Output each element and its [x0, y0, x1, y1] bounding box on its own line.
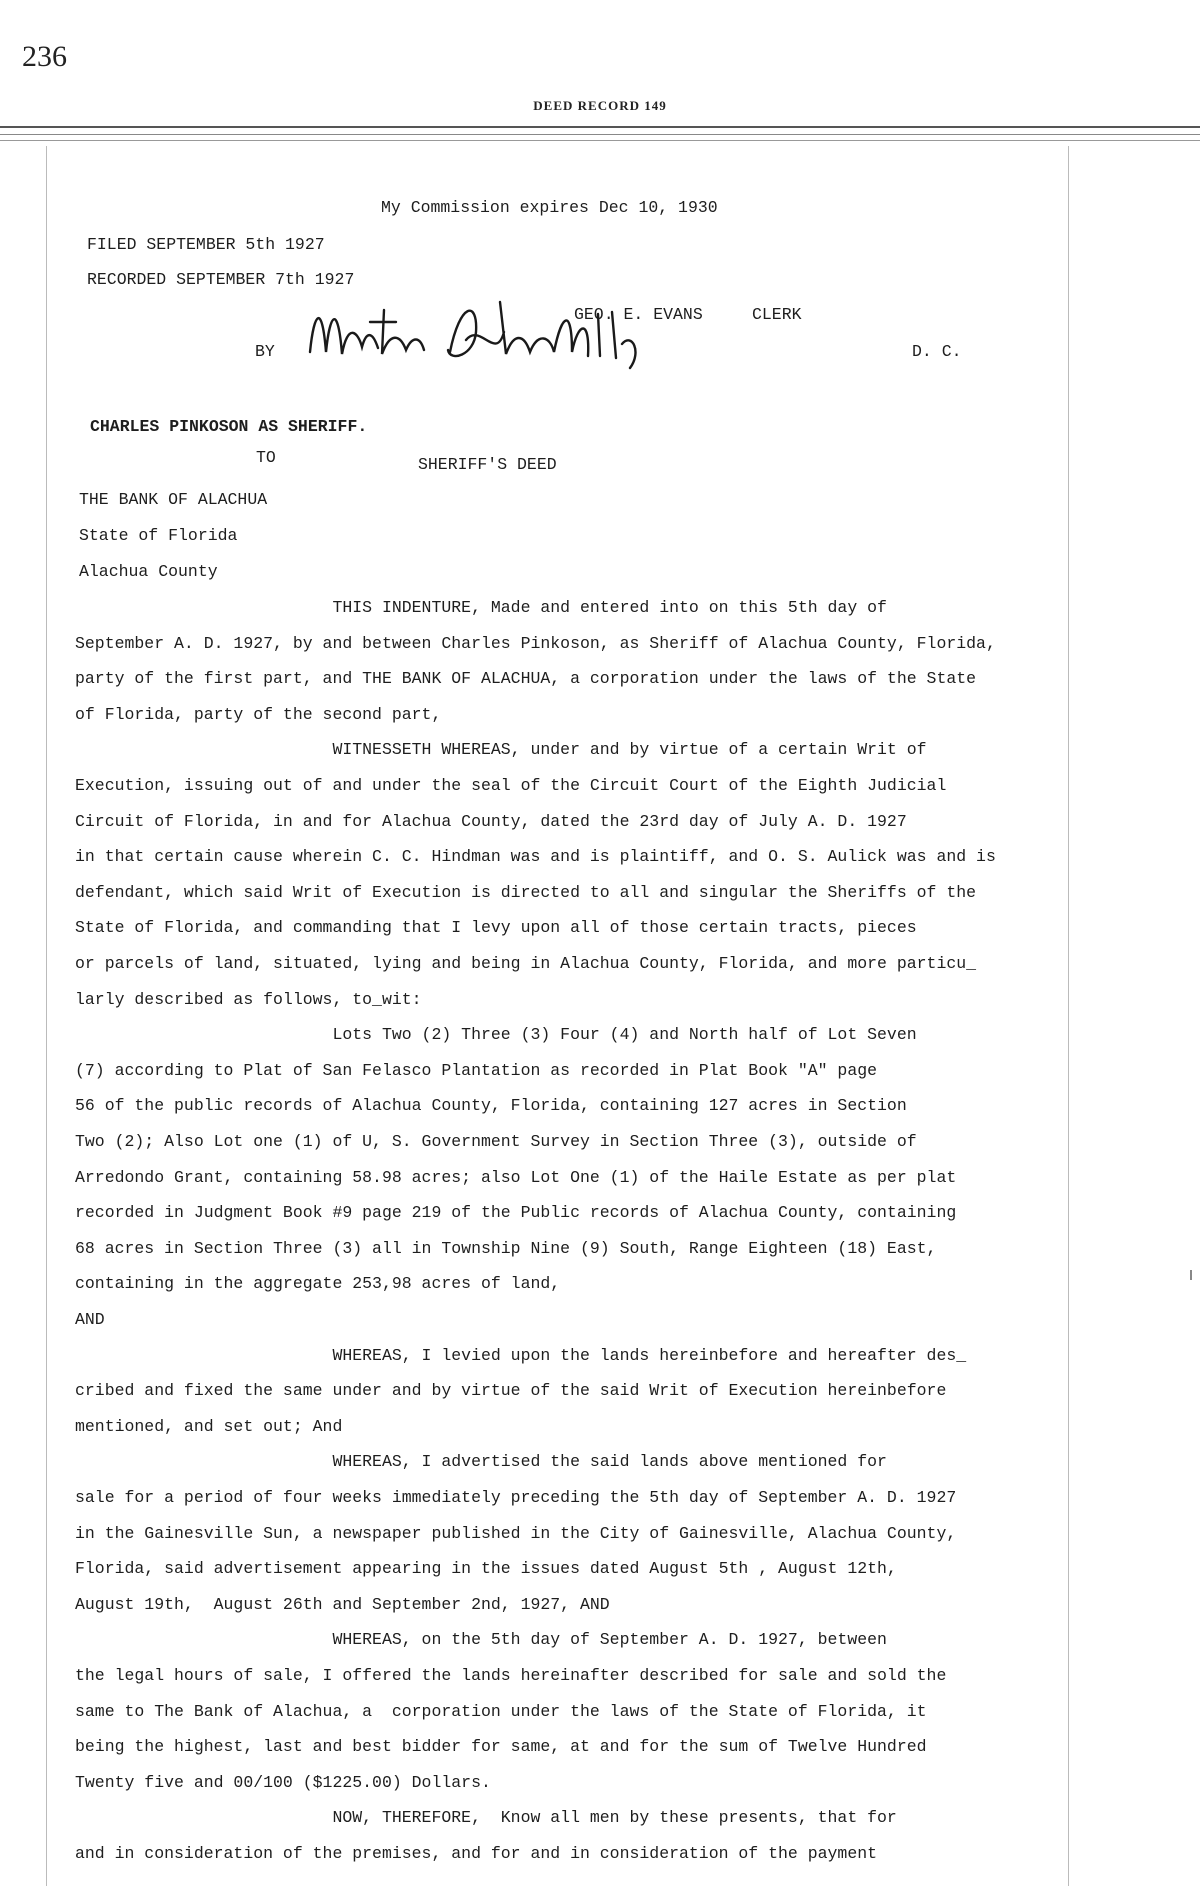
deed-line: cribed and fixed the same under and by virtue of the said Writ of Execution hereinbefore	[75, 1381, 947, 1401]
by-label: BY	[255, 342, 275, 361]
commission-line: My Commission expires Dec 10, 1930	[381, 198, 718, 217]
page-number: 236	[22, 40, 67, 73]
record-title: DEED RECORD 149	[533, 98, 667, 113]
header-rule-thin	[0, 140, 1200, 141]
deed-line: in that certain cause wherein C. C. Hindman was and is plaintiff, and O. S. Aulick was and is	[75, 847, 996, 867]
deed-line: Lots Two (2) Three (3) Four (4) and North half of Lot Seven	[75, 1025, 917, 1045]
deed-line: the legal hours of sale, I offered the lands hereinafter described for sale and sold the	[75, 1666, 947, 1685]
deed-line: September A. D. 1927, by and between Charles Pinkoson, as Sheriff of Alachua County, Florida,	[75, 633, 996, 653]
deed-line: 68 acres in Section Three (3) all in Township Nine (9) South, Range Eighteen (18) East,	[75, 1238, 937, 1258]
deed-line: NOW, THEREFORE, Know all men by these presents, that for	[75, 1808, 897, 1828]
header-rule	[0, 126, 1200, 128]
deed-line: WHEREAS, I levied upon the lands hereinbefore and hereafter des_	[75, 1345, 967, 1365]
grantor: CHARLES PINKOSON AS SHERIFF.	[90, 417, 368, 436]
deed-line: of Florida, party of the second part,	[75, 704, 442, 724]
filed-line: FILED SEPTEMBER 5th 1927	[87, 235, 325, 254]
left-margin-rule	[46, 146, 47, 1886]
deed-line: WITNESSETH WHEREAS, under and by virtue of a certain Writ of	[75, 740, 927, 760]
deed-line: August 19th, August 26th and September 2nd, 1927, AND	[75, 1594, 610, 1614]
deed-line: defendant, which said Writ of Execution is directed to all and singular the Sheriffs of the	[75, 882, 977, 902]
deputy-clerk-label: D. C.	[912, 342, 962, 361]
deed-title: SHERIFF'S DEED	[418, 455, 557, 474]
deed-line: Two (2); Also Lot one (1) of U, S. Government Survey in Section Three (3), outside of	[75, 1132, 917, 1151]
deed-line: Florida, said advertisement appearing in the issues dated August 5th , August 12th,	[75, 1559, 897, 1579]
deed-line: in the Gainesville Sun, a newspaper published in the City of Gainesville, Alachua County,	[75, 1523, 957, 1543]
deed-line: State of Florida, and commanding that I levy upon all of those certain tracts, pieces	[75, 918, 917, 938]
deed-line: Circuit of Florida, in and for Alachua County, dated the 23rd day of July A. D. 1927	[75, 811, 907, 831]
to-label: TO	[256, 448, 276, 467]
deed-line: (7) according to Plat of San Felasco Plantation as recorded in Plat Book "A" page	[75, 1060, 878, 1080]
deed-line: Execution, issuing out of and under the seal of the Circuit Court of the Eighth Judicial	[75, 776, 947, 795]
deed-line: 56 of the public records of Alachua County, Florida, containing 127 acres in Section	[75, 1096, 907, 1116]
deed-line: Twenty five and 00/100 ($1225.00) Dollars.	[75, 1772, 491, 1792]
deed-line: being the highest, last and best bidder for same, at and for the sum of Twelve Hundred	[75, 1737, 927, 1757]
clerk-name: GEO. E. EVANS	[574, 305, 703, 324]
deed-line: larly described as follows, to_wit:	[75, 989, 422, 1009]
county-line: Alachua County	[79, 562, 218, 581]
right-margin-rule	[1068, 146, 1069, 1886]
deed-line: recorded in Judgment Book #9 page 219 of the Public records of Alachua County, containing	[75, 1203, 957, 1223]
deed-line: same to The Bank of Alachua, a corporation under the laws of the State of Florida, it	[75, 1701, 927, 1721]
deed-line: AND	[75, 1310, 105, 1329]
deed-line: mentioned, and set out; And	[75, 1416, 343, 1436]
header-rule-thin	[0, 134, 1200, 135]
margin-mark	[1190, 1270, 1192, 1280]
recorded-line: RECORDED SEPTEMBER 7th 1927	[87, 270, 355, 289]
deed-line: sale for a period of four weeks immediately preceding the 5th day of September A. D. 1927	[75, 1488, 957, 1507]
deed-line: Arredondo Grant, containing 58.98 acres; also Lot One (1) of the Haile Estate as per plat	[75, 1167, 957, 1187]
deed-line: party of the first part, and THE BANK OF ALACHUA, a corporation under the laws of the State	[75, 669, 977, 689]
deed-line: THIS INDENTURE, Made and entered into on this 5th day of	[75, 598, 887, 617]
state-line: State of Florida	[79, 526, 238, 545]
deed-line: WHEREAS, on the 5th day of September A. D. 1927, between	[75, 1630, 887, 1650]
deed-line: containing in the aggregate 253,98 acres of land,	[75, 1274, 561, 1294]
deputy-clerk-signature	[300, 292, 690, 382]
grantee: THE BANK OF ALACHUA	[79, 490, 268, 509]
clerk-title: CLERK	[752, 305, 802, 324]
deed-line: and in consideration of the premises, and for and in consideration of the payment	[75, 1844, 878, 1863]
deed-line: WHEREAS, I advertised the said lands above mentioned for	[75, 1452, 887, 1472]
deed-line: or parcels of land, situated, lying and being in Alachua County, Florida, and more particu_	[75, 954, 977, 973]
